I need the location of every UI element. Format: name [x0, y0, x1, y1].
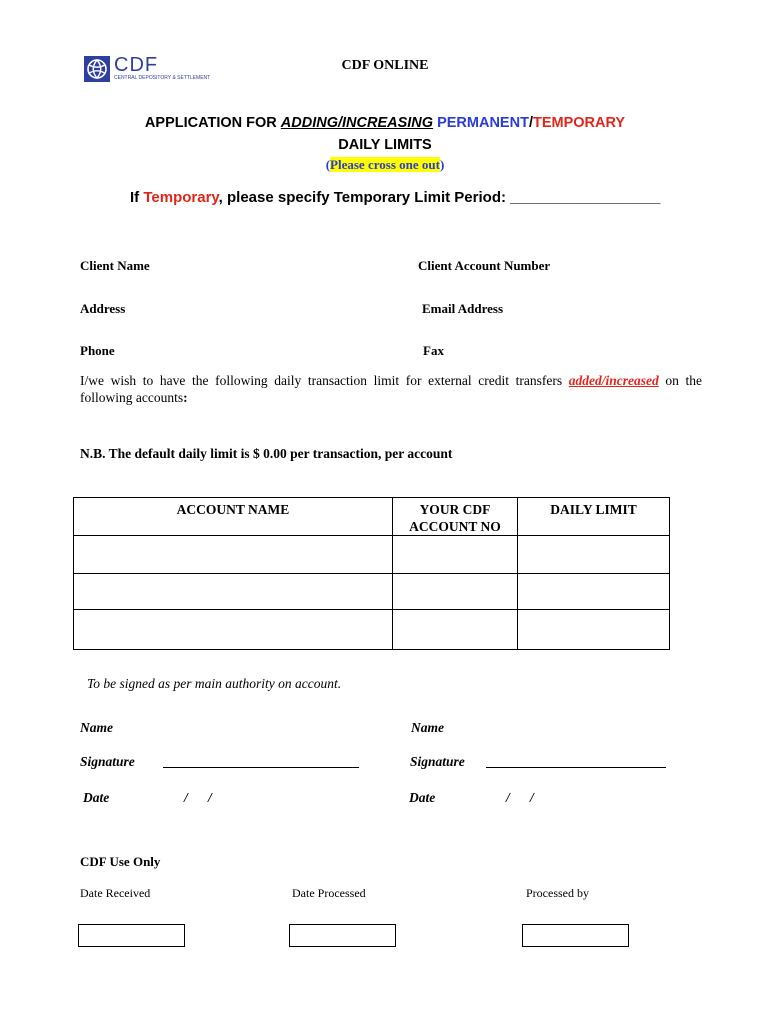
email-address-label: Email Address	[422, 301, 504, 316]
account-name-cell[interactable]	[74, 610, 393, 650]
para-rest: on the following accounts	[80, 373, 702, 405]
date-received-label: Date Received	[80, 886, 151, 900]
signature-line-1[interactable]	[163, 767, 359, 768]
logo-tagline: CENTRAL DEPOSITORY & SETTLEMENT	[114, 75, 211, 81]
phone-label: Phone	[80, 343, 115, 358]
processed-by-label: Processed by	[526, 886, 589, 900]
account-no-cell[interactable]	[393, 610, 518, 650]
header-cdf-account-no: YOUR CDF ACCOUNT NO	[393, 498, 518, 536]
accounts-table	[73, 497, 670, 650]
account-no-cell[interactable]	[393, 536, 518, 574]
daily-limit-cell[interactable]	[518, 610, 670, 650]
header-account-name: ACCOUNT NAME	[74, 498, 393, 536]
default-limit-note: N.B. The default daily limit is $ 0.00 per transaction, per account	[80, 446, 453, 461]
temp-rest: , please specify Temporary Limit Period: __________________	[218, 189, 661, 206]
signature-label-2: Signature	[410, 754, 465, 769]
note-text: Please cross one out	[330, 157, 440, 172]
cross-out-note	[0, 157, 770, 173]
para-sep: /	[601, 373, 606, 388]
logo-text: CDF	[114, 54, 159, 76]
date-label-1: Date	[83, 790, 110, 805]
note-open: (	[325, 157, 331, 172]
client-account-number-label: Client Account Number	[418, 258, 551, 273]
date-field-1[interactable]: / /	[184, 790, 212, 805]
title-adding: ADDING/INCREASING	[280, 115, 434, 131]
date-received-box[interactable]	[78, 924, 185, 947]
account-name-cell[interactable]	[74, 536, 393, 574]
table-row	[74, 574, 670, 610]
title-temporary: TEMPORARY	[532, 115, 626, 131]
date-processed-label: Date Processed	[292, 886, 366, 900]
note-close: )	[439, 157, 445, 172]
para-text: I/we wish to have the following daily transaction limit for external credit transfers	[80, 373, 569, 388]
name-label-2: Name	[411, 720, 444, 735]
client-name-label: Client Name	[80, 258, 150, 273]
header-daily-limit: DAILY LIMIT	[518, 498, 670, 536]
para-added: added	[568, 373, 602, 388]
date-field-2[interactable]: / /	[506, 790, 534, 805]
address-label: Address	[80, 301, 126, 316]
title-permanent: PERMANENT	[437, 115, 529, 131]
form-title	[0, 115, 770, 131]
temporary-period-field[interactable]	[130, 189, 660, 206]
name-label-1: Name	[80, 720, 113, 735]
para-increased: increased	[605, 373, 659, 388]
table-row	[74, 610, 670, 650]
signing-instruction: To be signed as per main authority on account.	[87, 676, 342, 691]
signature-label-1: Signature	[80, 754, 135, 769]
daily-limit-cell[interactable]	[518, 536, 670, 574]
temp-word: Temporary	[143, 189, 219, 206]
page-header: CDF ONLINE	[341, 58, 429, 73]
title-prefix: APPLICATION FOR	[144, 115, 281, 131]
account-name-cell[interactable]	[74, 574, 393, 610]
request-paragraph	[80, 372, 702, 406]
para-colon: :	[183, 390, 188, 405]
cdf-use-only-title: CDF Use Only	[80, 854, 161, 869]
date-label-2: Date	[409, 790, 436, 805]
date-processed-box[interactable]	[289, 924, 396, 947]
table-row	[74, 536, 670, 574]
signature-line-2[interactable]	[486, 767, 666, 768]
processed-by-box[interactable]	[522, 924, 629, 947]
temp-prefix: If	[130, 189, 144, 206]
fax-label: Fax	[423, 343, 444, 358]
daily-limit-cell[interactable]	[518, 574, 670, 610]
title-slash: /	[528, 115, 533, 131]
account-no-cell[interactable]	[393, 574, 518, 610]
form-title-line2: DAILY LIMITS	[338, 137, 432, 153]
